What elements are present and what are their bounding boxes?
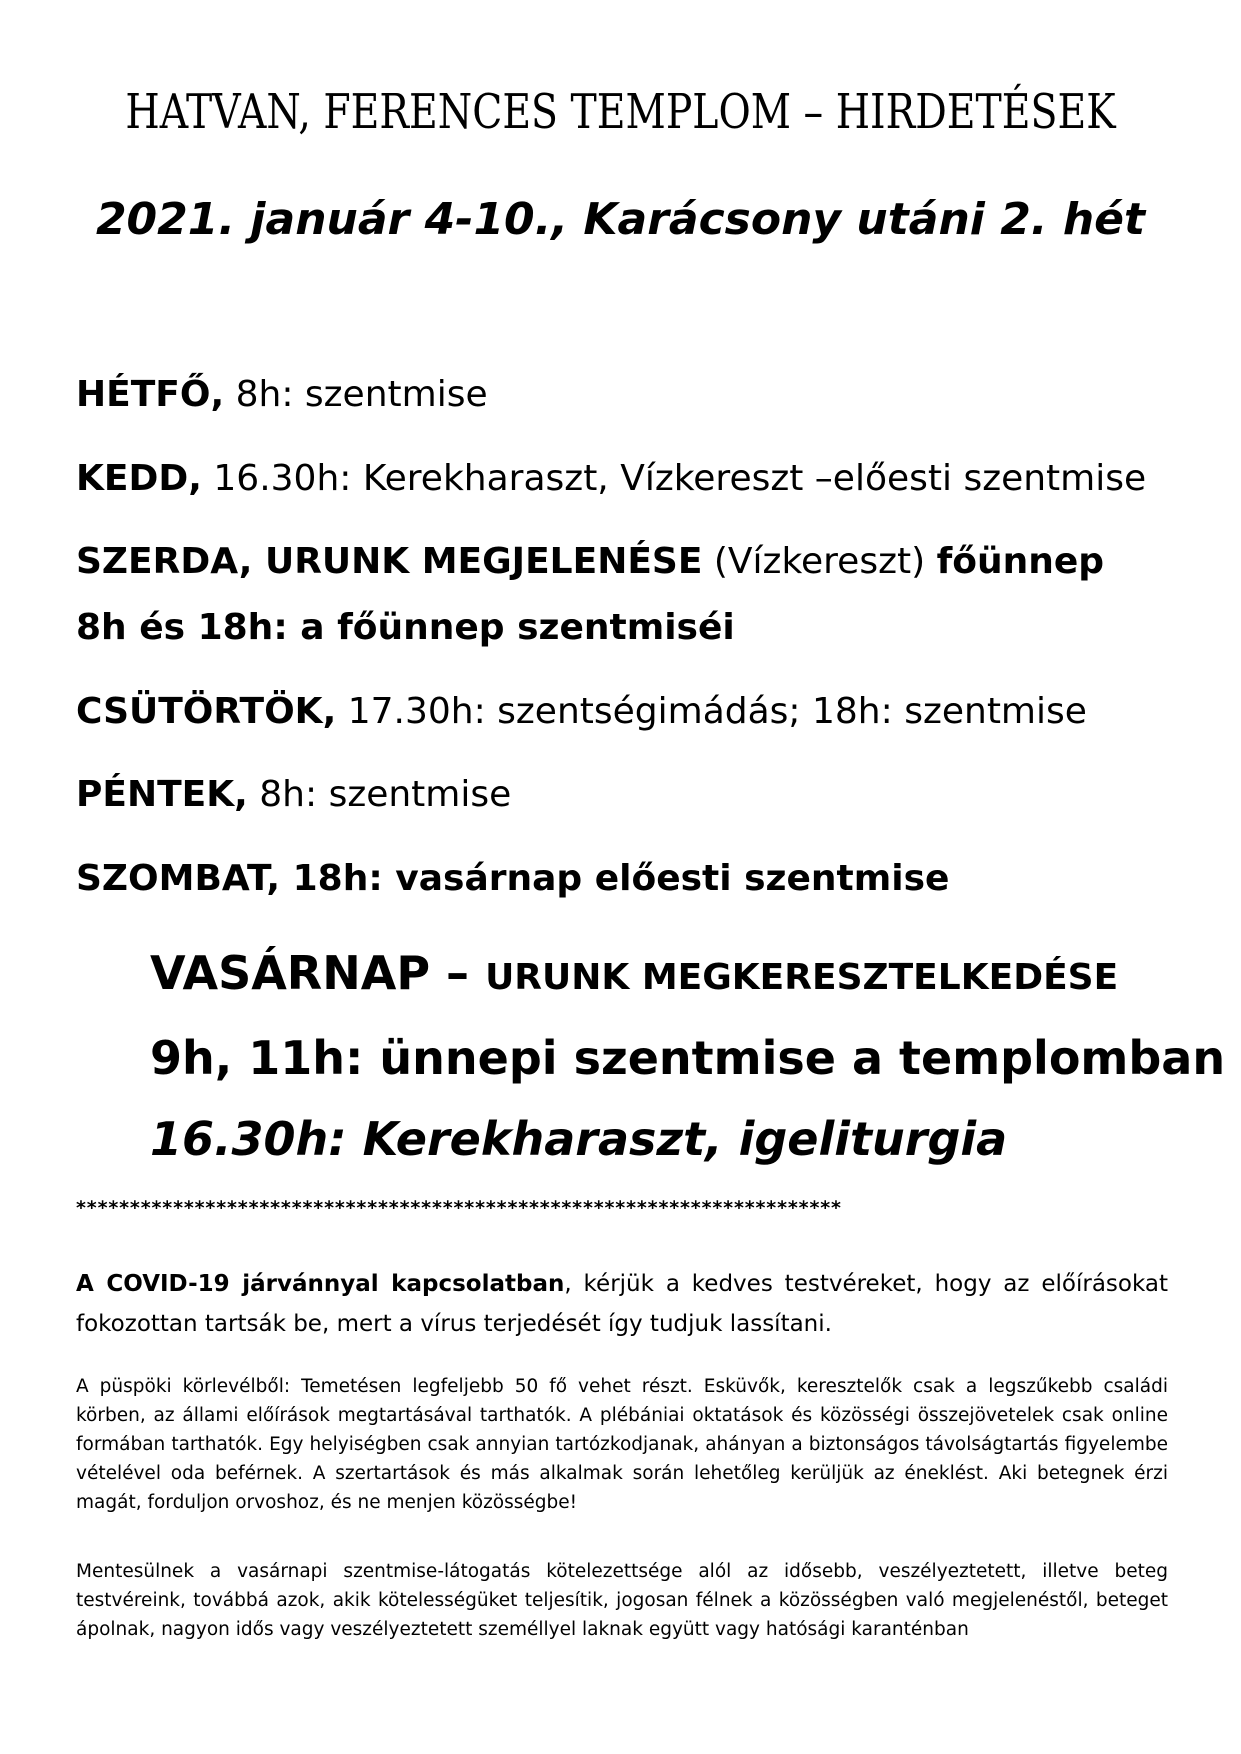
exemption-paragraph: Mentesülnek a vasárnapi szentmise-látogatás kötelezettsége alól az idősebb, veszélyeztetett, illetve beteg testvéreink, továbbá azok, akik kötelességüket teljesítik, jogosan félnek a közösségben való megjelenéstől, beteget ápolnak, nagyon idős vagy veszélyeztetett személlyel laknak együtt vagy hatósági karanténban [76, 1561, 1168, 1640]
feast-label: főünnep [936, 541, 1105, 582]
schedule-monday [76, 372, 488, 418]
sunday-heading [150, 944, 1118, 1007]
schedule-text: 8h: szentmise [247, 774, 512, 815]
day-label: PÉNTEK, [76, 774, 248, 815]
week-subtitle: 2021. január 4-10., Karácsony utáni 2. hét [95, 194, 1146, 245]
sunday-feast: URUNK MEGKERESZTELKEDÉSE [485, 957, 1119, 998]
schedule-friday [76, 772, 511, 818]
sunday-day-label: VASÁRNAP – [150, 946, 486, 1000]
covid-notice [76, 1264, 1168, 1344]
day-label: SZOMBAT, 18h: vasárnap előesti szentmise [76, 858, 950, 899]
schedule-thursday [76, 689, 1087, 735]
schedule-text: (Vízkereszt) [702, 541, 937, 582]
separator: *********************************************************************** [76, 1197, 842, 1219]
schedule-tuesday [76, 456, 1146, 502]
covid-lead: A COVID-19 járvánnyal kapcsolatban [76, 1271, 565, 1297]
day-label: KEDD, [76, 458, 202, 499]
schedule-text: 17.30h: szentségimádás; 18h: szentmise [336, 691, 1087, 732]
day-label: HÉTFŐ, [76, 374, 225, 415]
schedule-text: 16.30h: Kerekharaszt, Vízkereszt –előesti szentmise [201, 458, 1147, 499]
page-title: HATVAN, FERENCES TEMPLOM – HIRDETÉSEK [125, 84, 1116, 140]
sunday-afternoon: 16.30h: Kerekharaszt, igeliturgia [150, 1112, 1008, 1166]
bishop-letter-paragraph: A püspöki körlevélből: Temetésen legfeljebb 50 fő vehet részt. Esküvők, keresztelők csak a legszűkebb családi körben, az állami előírások megtartásával tarthatók. A plébániai oktatások és közösségi összejövetelek csak online formában tarthatók. Egy helyiségben csak annyian tartózkodjanak, ahányan a biztonságos távolságtartás figyelembe vételével oda beférnek. A szertartások és más alkalmak során lehetőleg kerüljük az éneklést. Aki betegnek érzi magát, forduljon orvoshoz, és ne menjen közösségbe! [76, 1376, 1168, 1513]
schedule-text: 8h: szentmise [224, 374, 488, 415]
wednesday-mass-times: 8h és 18h: a főünnep szentmiséi [76, 607, 735, 648]
schedule-wednesday-masses [76, 605, 735, 651]
covid-text: , kérjük a kedves testvéreket, hogy az előírásokat fokozottan tartsák be, mert a vírus terjedését így tudjuk lassítani. [76, 1271, 1168, 1337]
schedule-saturday [76, 856, 949, 902]
day-label: CSÜTÖRTÖK, [76, 691, 337, 732]
day-label: SZERDA, URUNK MEGJELENÉSE [76, 541, 703, 582]
sunday-masses: 9h, 11h: ünnepi szentmise a templomban [150, 1031, 1226, 1085]
schedule-wednesday [76, 539, 1104, 585]
